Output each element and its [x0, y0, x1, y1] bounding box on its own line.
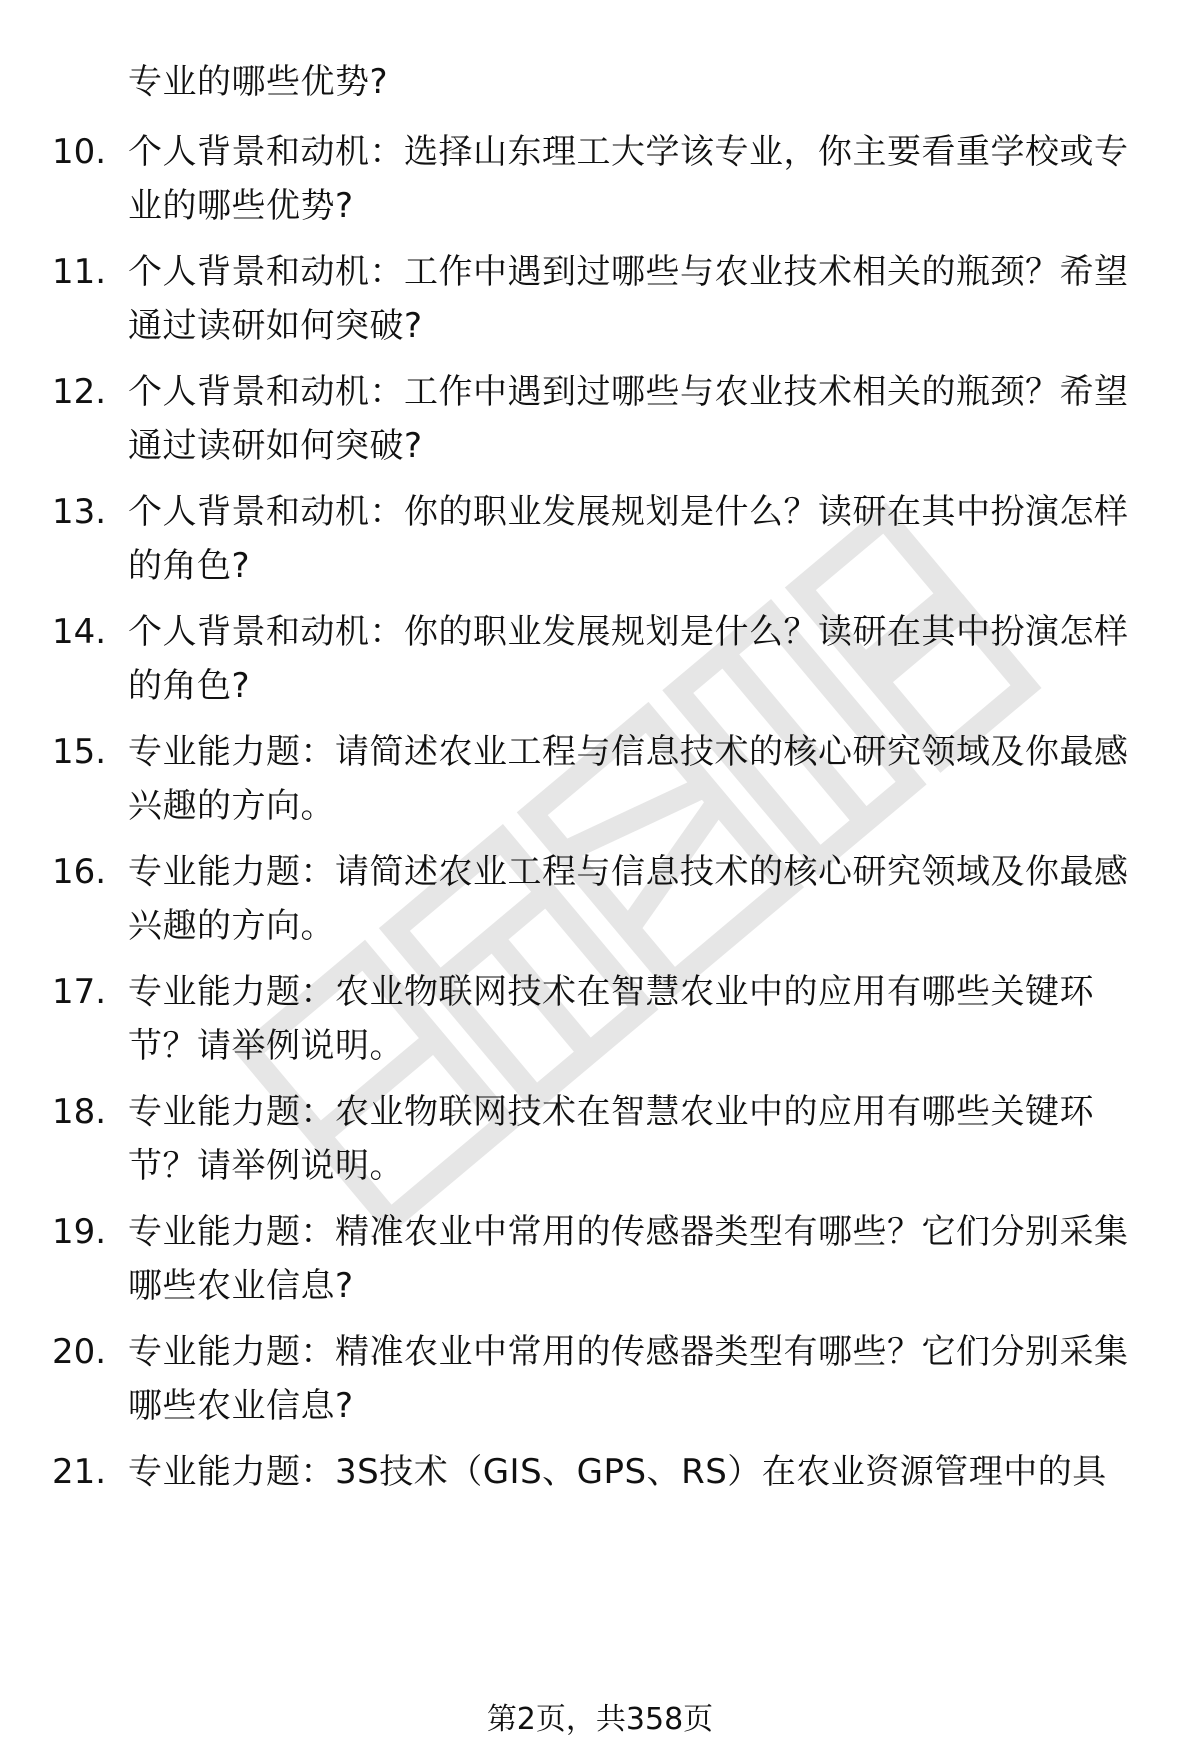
question-text: 个人背景和动机：工作中遇到过哪些与农业技术相关的瓶颈？希望通过读研如何突破?: [128, 252, 1129, 346]
question-text: 专业的哪些优势?: [128, 62, 389, 102]
question-number: 17.: [52, 972, 107, 1012]
question-text: 专业能力题：农业物联网技术在智慧农业中的应用有哪些关键环节？请举例说明。: [128, 1092, 1094, 1186]
question-text: 个人背景和动机：你的职业发展规划是什么？读研在其中扮演怎样的角色?: [128, 612, 1129, 706]
page-footer: 第2页，共358页: [486, 1702, 714, 1737]
question-number: 10.: [52, 132, 107, 172]
question-text: 专业能力题：请简述农业工程与信息技术的核心研究领域及你最感兴趣的方向。: [128, 852, 1129, 946]
question-number: 15.: [52, 732, 107, 772]
question-number: 21.: [52, 1452, 107, 1492]
question-number: 11.: [52, 252, 107, 292]
question-number: 18.: [52, 1092, 107, 1132]
question-text: 专业能力题：精准农业中常用的传感器类型有哪些？它们分别采集哪些农业信息?: [128, 1212, 1129, 1306]
question-text: 专业能力题：精准农业中常用的传感器类型有哪些？它们分别采集哪些农业信息?: [128, 1332, 1129, 1426]
question-text: 个人背景和动机：工作中遇到过哪些与农业技术相关的瓶颈？希望通过读研如何突破?: [128, 372, 1129, 466]
question-number: 12.: [52, 372, 107, 412]
question-number: 20.: [52, 1332, 107, 1372]
question-text: 专业能力题：3S技术（GIS、GPS、RS）在农业资源管理中的具: [128, 1452, 1107, 1492]
question-text: 专业能力题：请简述农业工程与信息技术的核心研究领域及你最感兴趣的方向。: [128, 732, 1129, 826]
question-text: 个人背景和动机：你的职业发展规划是什么？读研在其中扮演怎样的角色?: [128, 492, 1129, 586]
question-text: 个人背景和动机：选择山东理工大学该专业，你主要看重学校或专业的哪些优势?: [128, 132, 1129, 226]
question-text: 专业能力题：农业物联网技术在智慧农业中的应用有哪些关键环节？请举例说明。: [128, 972, 1094, 1066]
question-number: 19.: [52, 1212, 107, 1252]
question-number: 13.: [52, 492, 107, 532]
question-number: 14.: [52, 612, 107, 652]
question-number: 16.: [52, 852, 107, 892]
